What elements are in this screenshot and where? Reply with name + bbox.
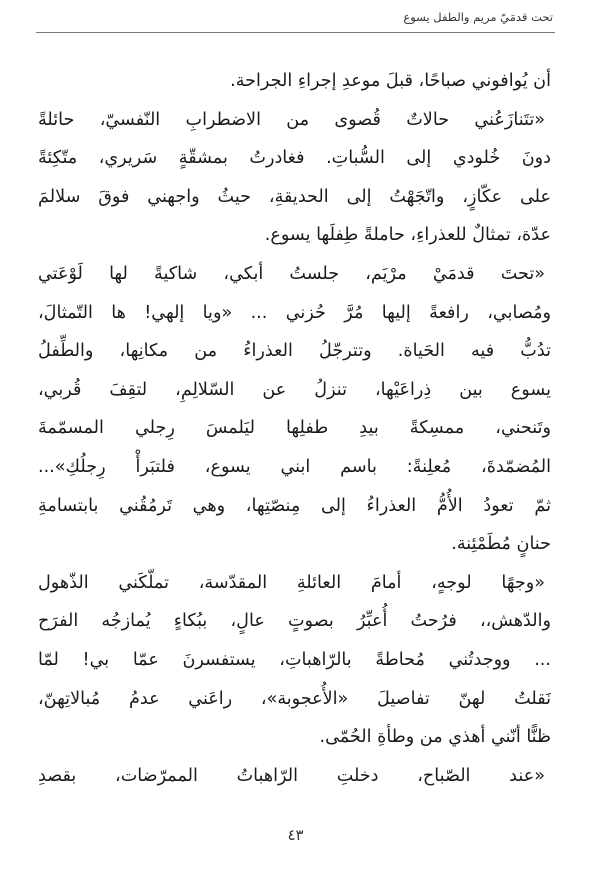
text-line: «تتَنازَعُني حالاتٌ قُصوى من الاضطرابِ النّفسيّ، حائلةً <box>38 109 545 130</box>
header-rule <box>36 32 555 33</box>
page-number: ٤٣ <box>287 826 304 844</box>
text-line: ثمّ تعودُ الأُمُّ العذراءُ إلى مِنصّتِها، وهي تَرمُقُني بابتسامةِ <box>38 495 551 516</box>
text-line: المُضمّدةَ، مُعلِنةً: باسم ابني يسوع، فلتبَرأْ رِجلُكِ»... <box>38 456 551 477</box>
text-line: يسوع بين ذِراعَيْها، تنزلُ عن السّلالِمِ، لتقِفَ قُربي، <box>38 379 551 400</box>
text-line: تدُبُّ فيه الحَياة. وتترجّلُ العذراءُ من مكانِها، والطِّفلُ <box>38 341 551 362</box>
text-line: ومُصابي، رافعةً إليها مُرَّ حُزني ... «ويا إلهي! ها التّمثالَ، <box>38 302 551 323</box>
text-line: عدّة، تمثالٌ للعذراءِ، حاملةً طِفلَها يسوع. <box>264 225 551 246</box>
text-line: «وجهًا لوجهٍ، أمامَ العائلةِ المقدّسة، تملّكَني الذّهول <box>38 572 545 593</box>
page-body <box>38 62 551 795</box>
text-line: أن يُوافوني صباحًا، قبلَ موعدِ إجراءِ الجراحة. <box>230 71 551 91</box>
text-line: ظنًّا أنّني أهذي من وطأةِ الحُمّى. <box>319 727 551 748</box>
text-line: دونَ خُلودي إلى السُّباتِ. فغادرتُ بمشقّةٍ سَريري، متّكِئةً <box>38 148 551 169</box>
text-line: ... ووجدتُني مُحاطةً بالرّاهباتِ، يستفسرنَ عمّا بي! لمّا <box>38 649 551 670</box>
text-line: وتَنحني، ممسِكةً بيدِ طفلِها ليَلمسَ رِجلي المسمّمةَ <box>38 418 551 439</box>
text-line: على عكّازٍ، واتّجَهْتُ إلى الحديقةِ، حيثُ واجهني فوقَ سلالمَ <box>38 186 551 207</box>
text-line: حنانٍ مُطَمْئِنة. <box>451 534 551 555</box>
text-line: والدّهش،، فرُحتُ أُعبِّرُ بصوتٍ عالٍ، ببُكاءٍ يُمازجُه الفرَح <box>38 611 551 632</box>
text-line: «عند الصّباح، دخلتِ الرّاهباتُ الممرّضات، بقصدِ <box>38 765 545 786</box>
running-header: تحت قدمَيّ مريم والطفل يسوع <box>403 10 553 24</box>
text-line: نَقلتُ لهنّ تفاصيلَ «الأُعجوبة»، راعَني عدمُ مُبالاتِهنّ، <box>38 688 551 709</box>
text-line: «تحتَ قدمَيْ مرْيَم، جلستُ أبكي، شاكيةً لها لَوْعَتي <box>38 263 545 284</box>
